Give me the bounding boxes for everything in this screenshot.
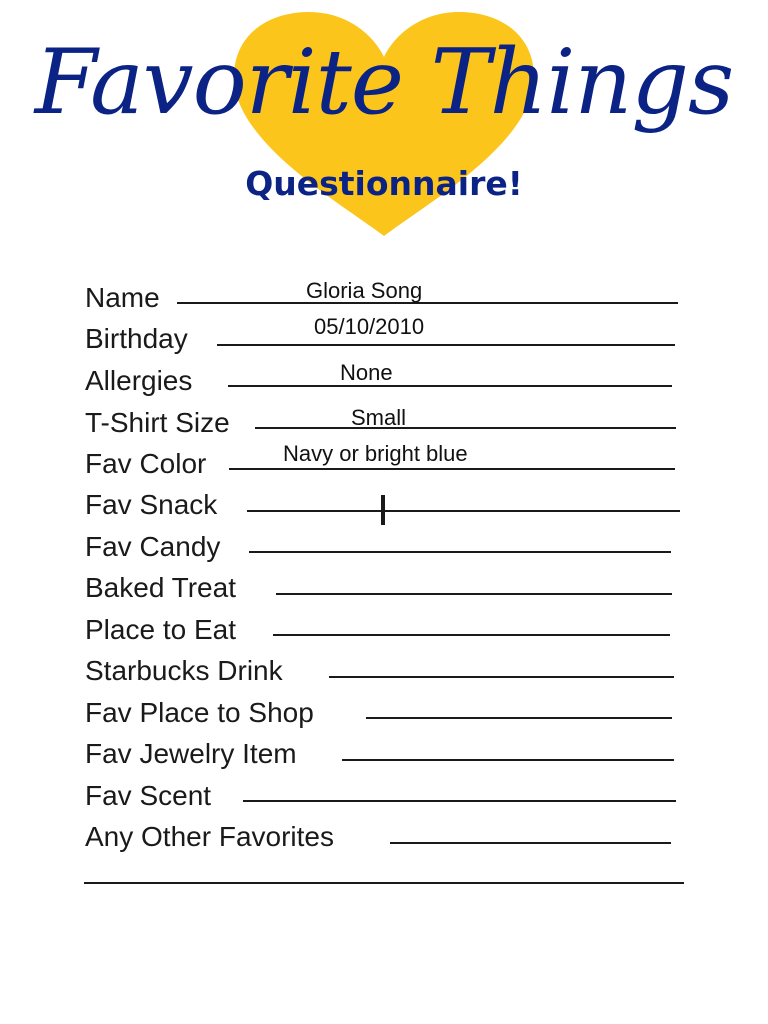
field-label: Fav Color xyxy=(85,448,207,479)
field-label: Starbucks Drink xyxy=(85,655,283,686)
answer-line[interactable] xyxy=(390,842,671,844)
answer-text[interactable]: 05/10/2010 xyxy=(314,314,425,339)
page-subtitle: Questionnaire! xyxy=(245,164,523,203)
field-fav-snack xyxy=(85,482,685,522)
answer-line[interactable] xyxy=(273,634,670,636)
answer-line[interactable] xyxy=(228,385,672,387)
field-fav-jewelry-item xyxy=(85,731,685,771)
field-fav-place-to-shop xyxy=(85,690,685,730)
field-label: Fav Place to Shop xyxy=(85,697,314,728)
answer-line[interactable] xyxy=(366,717,672,719)
extra-answer-line[interactable] xyxy=(84,882,684,884)
field-fav-scent xyxy=(85,773,685,813)
answer-line[interactable] xyxy=(342,759,674,761)
field-any-other-favorites xyxy=(85,814,685,854)
answer-text[interactable]: Gloria Song xyxy=(306,278,423,303)
answer-line[interactable] xyxy=(329,676,674,678)
answer-line[interactable] xyxy=(229,468,675,470)
field-label: Baked Treat xyxy=(85,572,236,603)
answer-line[interactable] xyxy=(255,427,676,429)
field-fav-candy xyxy=(85,524,685,564)
field-label: Allergies xyxy=(85,365,193,396)
field-label: Any Other Favorites xyxy=(85,821,334,852)
field-baked-treat xyxy=(85,565,685,605)
field-label: Birthday xyxy=(85,323,188,354)
answer-line[interactable] xyxy=(217,344,675,346)
field-starbucks-drink xyxy=(85,648,685,688)
answer-text[interactable]: Navy or bright blue xyxy=(283,441,468,466)
page-title: Favorite Things xyxy=(34,30,734,135)
answer-line[interactable] xyxy=(249,551,671,553)
answer-line[interactable] xyxy=(247,510,680,512)
field-label: T-Shirt Size xyxy=(85,407,230,438)
answer-line[interactable] xyxy=(177,302,678,304)
answer-text[interactable]: None xyxy=(340,360,393,385)
field-label: Fav Scent xyxy=(85,780,212,811)
field-label: Place to Eat xyxy=(85,614,236,645)
field-label: Name xyxy=(85,282,160,313)
field-label: Fav Jewelry Item xyxy=(85,738,297,769)
field-place-to-eat xyxy=(85,607,685,647)
answer-line[interactable] xyxy=(276,593,672,595)
field-label: Fav Candy xyxy=(85,531,221,562)
answer-line[interactable] xyxy=(243,800,676,802)
answer-text[interactable]: Small xyxy=(351,405,407,430)
field-label: Fav Snack xyxy=(85,489,218,520)
text-cursor xyxy=(381,495,385,525)
